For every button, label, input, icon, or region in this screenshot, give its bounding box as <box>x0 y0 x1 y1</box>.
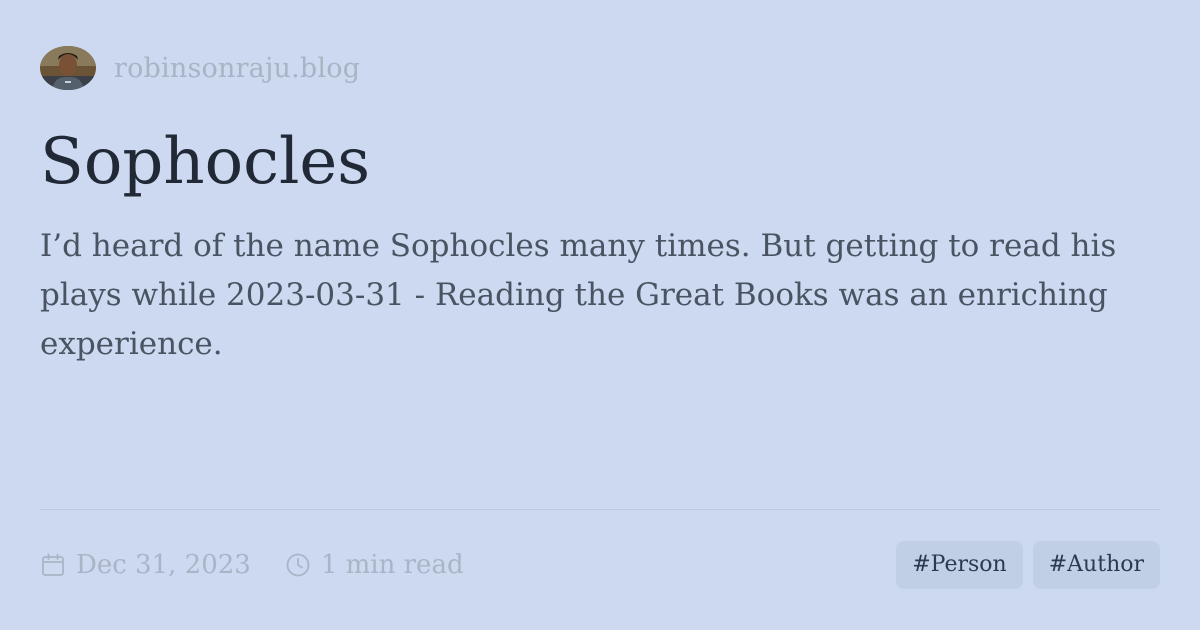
post-meta <box>40 550 464 580</box>
reading-time-label: 1 min read <box>320 550 464 580</box>
tag-author[interactable]: #Author <box>1033 541 1160 589</box>
post-date-label: Dec 31, 2023 <box>76 550 251 580</box>
og-card <box>40 40 1160 600</box>
site-header <box>40 40 1160 96</box>
post-excerpt: I’d heard of the name Sophocles many times. But getting to read his plays while 2023-03-31 - Reading the Great Books was an enriching experience. <box>40 227 1117 362</box>
clock-icon <box>285 552 311 578</box>
calendar-icon <box>40 552 66 578</box>
post-footer <box>40 540 1160 590</box>
post-reading-time <box>285 550 464 580</box>
site-name[interactable]: robinsonraju.blog <box>114 52 361 84</box>
post-title: Sophocles <box>40 125 371 199</box>
tag-person[interactable]: #Person <box>896 541 1023 589</box>
avatar <box>40 46 96 90</box>
tag-list <box>896 541 1160 589</box>
avatar-photo-icon <box>40 46 96 90</box>
footer-divider <box>40 509 1160 510</box>
post-date <box>40 550 251 580</box>
